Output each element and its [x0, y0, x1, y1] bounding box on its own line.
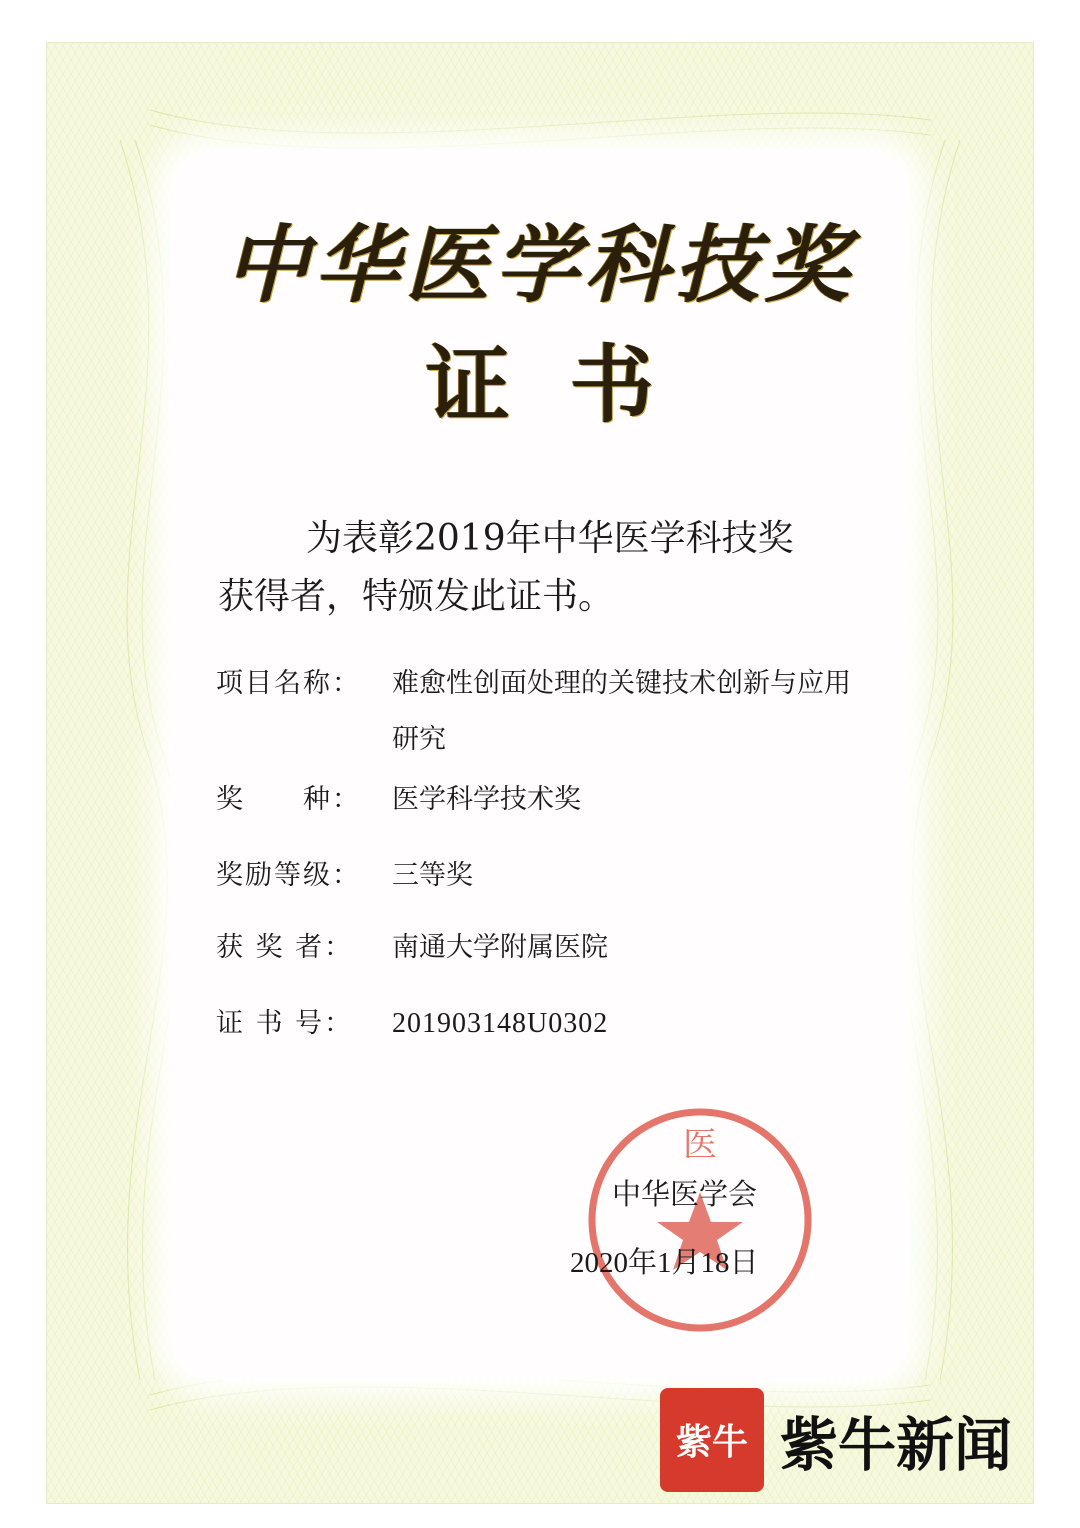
- field-value: 201903148U0302: [392, 1008, 609, 1039]
- field-label: 证 书 号：: [216, 1008, 354, 1039]
- zuniu-logo-icon: [660, 1388, 764, 1492]
- field-value: 三等奖: [392, 860, 473, 891]
- field-certificate-number: [216, 996, 852, 1052]
- svg-text:紫牛: 紫牛: [675, 1421, 749, 1463]
- field-award-type: [216, 772, 852, 828]
- field-value: 南通大学附属医院: [392, 932, 608, 963]
- certificate-title: 中华医学科技奖: [224, 215, 855, 314]
- field-value: 难愈性创面处理的关键技术创新与应用研究: [392, 668, 851, 755]
- intro-line-2: 获得者，特颁发此证书。: [218, 576, 615, 617]
- field-label: 奖 种：: [216, 784, 361, 815]
- field-recipient: [216, 920, 852, 976]
- field-label: 项目名称：: [216, 668, 361, 699]
- field-label: 奖励等级：: [216, 860, 361, 891]
- issuer-name: 中华医学会: [612, 1177, 758, 1211]
- field-project-name: [216, 656, 852, 768]
- issue-date: 2020年1月18日: [570, 1247, 759, 1279]
- watermark-text: 紫牛新闻: [780, 1411, 1013, 1479]
- certificate-subtitle: 证书: [425, 335, 714, 434]
- field-award-level: [216, 848, 852, 904]
- field-value: 医学科学技术奖: [392, 784, 581, 815]
- intro-line-1: 为表彰2019年中华医学科技奖: [306, 518, 794, 559]
- certificate-intro: [218, 510, 878, 626]
- official-seal: [580, 1100, 820, 1340]
- field-label: 获 奖 者：: [216, 932, 354, 963]
- svg-text:医: 医: [683, 1125, 717, 1165]
